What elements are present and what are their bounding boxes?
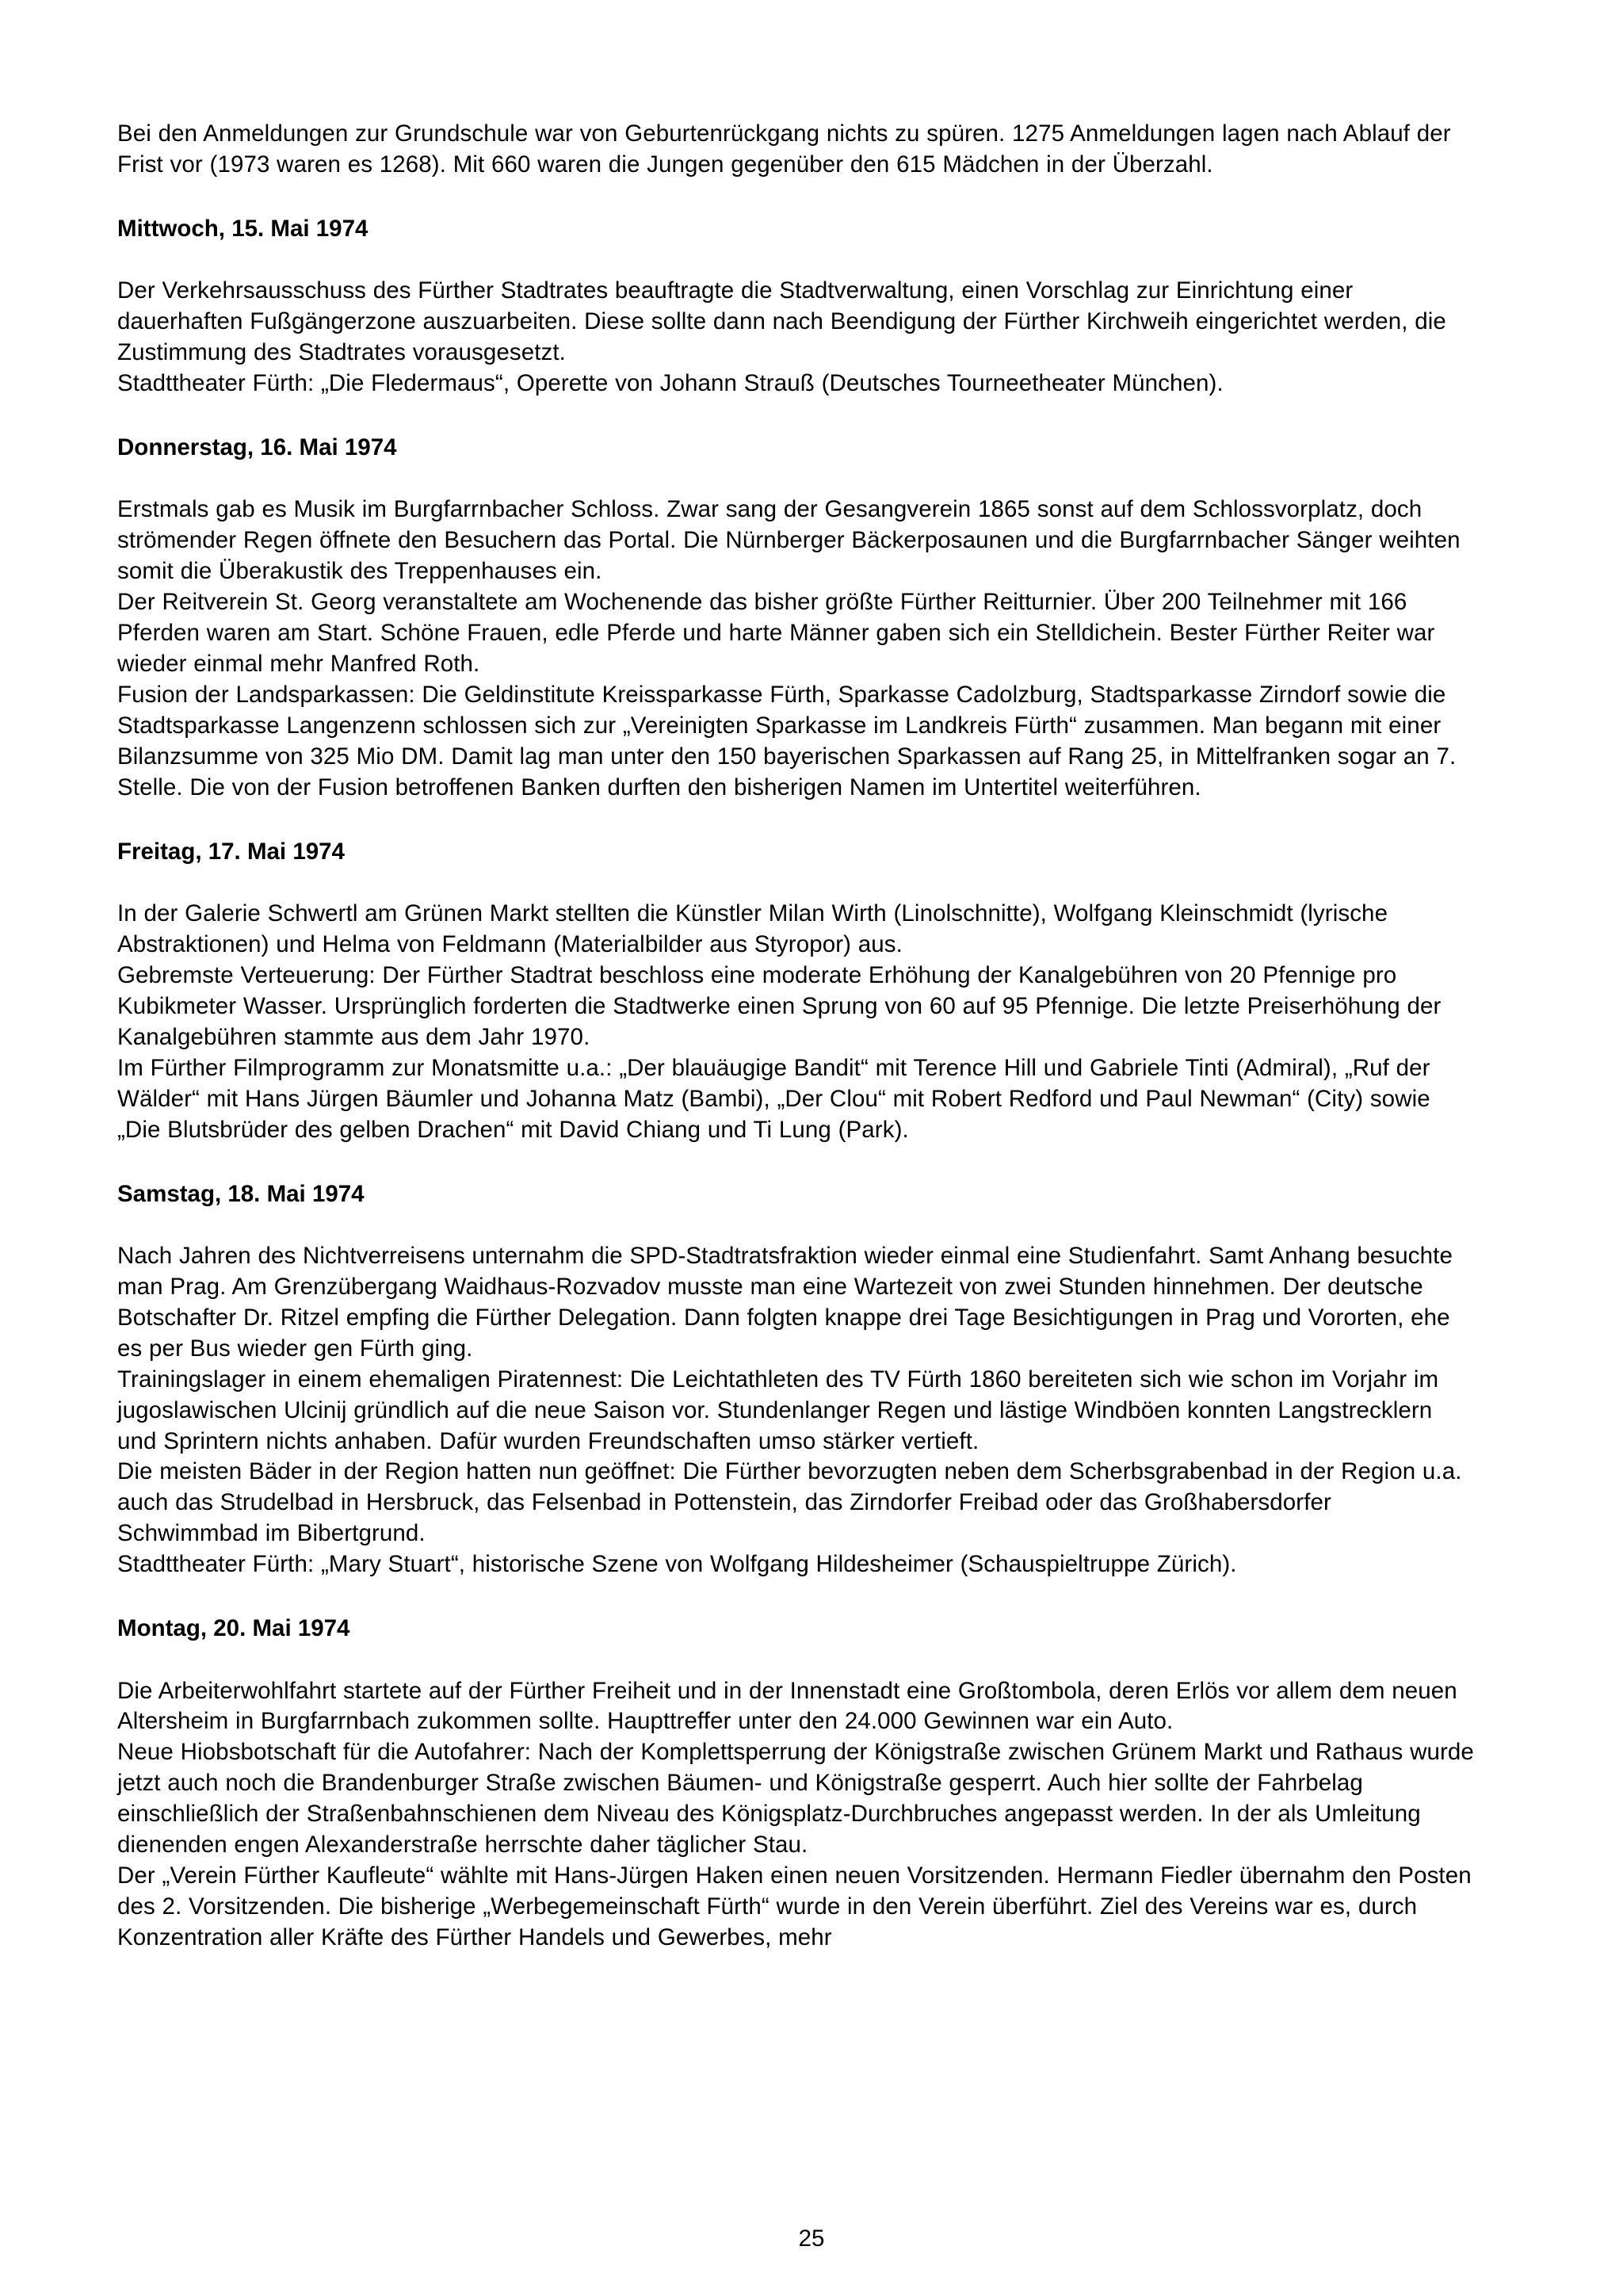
paragraph: Der Verkehrsausschuss des Fürther Stadtrates beauftragte die Stadtverwaltung, einen Vorschlag zur Einrichtung einer dauerhaften Fußgängerzone auszuarbeiten. Diese sollte dann nach Beendigung der Fürther Kirchweih eingerichtet werden, die Zustimmung des Stadtrates vorausgesetzt. xyxy=(117,277,1446,366)
page-number: 25 xyxy=(798,2225,825,2252)
paragraph: Bei den Anmeldungen zur Grundschule war von Geburtenrückgang nichts zu spüren. 1275 Anmeldungen lagen nach Ablauf der Frist vor (1973 waren es 1268). Mit 660 waren die Jungen gegenüber den 615 Mädchen in der Überzahl. xyxy=(117,120,1451,178)
text-block xyxy=(117,119,1474,181)
paragraph: In der Galerie Schwertl am Grünen Markt stellten die Künstler Milan Wirth (Linolschnitte), Wolfgang Kleinschmidt (lyrische Abstraktionen) und Helma von Feldmann (Materialbilder aus Styropor) aus. xyxy=(117,900,1388,957)
date-heading-donnerstag-16-mai-1974: Donnerstag, 16. Mai 1974 xyxy=(117,434,397,460)
date-heading-samstag-18-mai-1974: Samstag, 18. Mai 1974 xyxy=(117,1180,365,1207)
paragraph: Stadttheater Fürth: „Mary Stuart“, historische Szene von Wolfgang Hildesheimer (Schauspieltruppe Zürich). xyxy=(117,1551,1237,1578)
paragraph: Stadttheater Fürth: „Die Fledermaus“, Operette von Johann Strauß (Deutsches Tourneetheater München). xyxy=(117,370,1224,397)
date-heading-montag-20-mai-1974: Montag, 20. Mai 1974 xyxy=(117,1615,350,1642)
text-block xyxy=(117,495,1474,803)
paragraph: Im Fürther Filmprogramm zur Monatsmitte u.a.: „Der blauäugige Bandit“ mit Terence Hill und Gabriele Tinti (Admiral), „Ruf der Wälder“ mit Hans Jürgen Bäumler und Johanna Matz (Bambi), „Der Clou“ mit Robert Redford und Paul Newman“ (City) sowie „Die Blutsbrüder des gelben Drachen“ mit David Chiang und Ti Lung (Park). xyxy=(117,1054,1430,1143)
text-block xyxy=(117,276,1474,399)
paragraph: Die Arbeiterwohlfahrt startete auf der Fürther Freiheit und in der Innenstadt eine Großtombola, deren Erlös vor allem dem neuen Altersheim in Burgfarrnbach zukommen sollte. Haupttreffer unter den 24.000 Gewinnen war ein Auto. xyxy=(117,1677,1457,1735)
date-heading-mittwoch-15-mai-1974: Mittwoch, 15. Mai 1974 xyxy=(117,215,369,242)
date-heading-freitag-17-mai-1974: Freitag, 17. Mai 1974 xyxy=(117,838,345,865)
paragraph: Die meisten Bäder in der Region hatten nun geöffnet: Die Fürther bevorzugten neben dem Scherbsgrabenbad in der Region u.a. auch das Strudelbad in Hersbruck, das Felsenbad in Pottenstein, das Zirndorfer Freibad oder das Großhabersdorfer Schwimmbad im Bibertgrund. xyxy=(117,1458,1462,1547)
text-block xyxy=(117,899,1474,1146)
paragraph: Nach Jahren des Nichtverreisens unternahm die SPD-Stadtratsfraktion wieder einmal eine Studienfahrt. Samt Anhang besuchte man Prag. Am Grenzübergang Waidhaus-Rozvadov musste man eine Wartezeit von zwei Stunden hinnehmen. Der deutsche Botschafter Dr. Ritzel empfing die Fürther Delegation. Dann folgten knappe drei Tage Besichtigungen in Prag und Vororten, ehe es per Bus wieder gen Fürth ging. xyxy=(117,1242,1453,1362)
paragraph: Der Reitverein St. Georg veranstaltete am Wochenende das bisher größte Fürther Reitturnier. Über 200 Teilnehmer mit 166 Pferden waren am Start. Schöne Frauen, edle Pferde und harte Männer gaben sich ein Stelldichein. Bester Fürther Reiter war wieder einmal mehr Manfred Roth. xyxy=(117,589,1435,677)
paragraph: Trainingslager in einem ehemaligen Piratennest: Die Leichtathleten des TV Fürth 1860 bereiteten sich wie schon im Vorjahr im jugoslawischen Ulcinij gründlich auf die neue Saison vor. Stundenlanger Regen und lästige Windböen konnten Langstrecklern und Sprintern nichts anhaben. Dafür wurden Freundschaften umso stärker vertieft. xyxy=(117,1366,1439,1454)
paragraph: Fusion der Landsparkassen: Die Geldinstitute Kreissparkasse Fürth, Sparkasse Cadolzburg, Stadtsparkasse Zirndorf sowie die Stadtsparkasse Langenzenn schlossen sich zur „Vereinigten Sparkasse im Landkreis Fürth“ zusammen. Man begann mit einer Bilanzsumme von 325 Mio DM. Damit lag man unter den 150 bayerischen Sparkassen auf Rang 25, in Mittelfranken sogar an 7. Stelle. Die von der Fusion betroffenen Banken durften den bisherigen Namen im Untertitel weiterführen. xyxy=(117,681,1457,800)
paragraph: Erstmals gab es Musik im Burgfarrnbacher Schloss. Zwar sang der Gesangverein 1865 sonst auf dem Schlossvorplatz, doch strömender Regen öffnete den Besuchern das Portal. Die Nürnberger Bäckerposaunen und die Burgfarrnbacher Sänger weihten somit die Überakustik des Treppenhauses ein. xyxy=(117,496,1461,585)
text-block xyxy=(117,1241,1474,1580)
text-block xyxy=(117,1676,1474,1954)
paragraph: Gebremste Verteuerung: Der Fürther Stadtrat beschloss eine moderate Erhöhung der Kanalgebühren von 20 Pfennige pro Kubikmeter Wasser. Ursprünglich forderten die Stadtwerke einen Sprung von 60 auf 95 Pfennige. Die letzte Preiserhöhung der Kanalgebühren stammte aus dem Jahr 1970. xyxy=(117,961,1442,1050)
paragraph: Der „Verein Fürther Kaufleute“ wählte mit Hans-Jürgen Haken einen neuen Vorsitzenden. Hermann Fiedler übernahm den Posten des 2. Vorsitzenden. Die bisherige „Werbegemeinschaft Fürth“ wurde in den Verein überführt. Ziel des Vereins war es, durch Konzentration aller Kräfte des Fürther Handels und Gewerbes, mehr xyxy=(117,1862,1472,1951)
paragraph: Neue Hiobsbotschaft für die Autofahrer: Nach der Komplettsperrung der Königstraße zwischen Grünem Markt und Rathaus wurde jetzt auch noch die Brandenburger Straße zwischen Bäumen- und Königstraße gesperrt. Auch hier sollte der Fahrbelag einschließlich der Straßenbahnschienen dem Niveau des Königsplatz-Durchbruches angepasst werden. In der als Umleitung dienenden engen Alexanderstraße herrschte daher täglicher Stau. xyxy=(117,1739,1474,1859)
document-body xyxy=(117,119,1474,1954)
